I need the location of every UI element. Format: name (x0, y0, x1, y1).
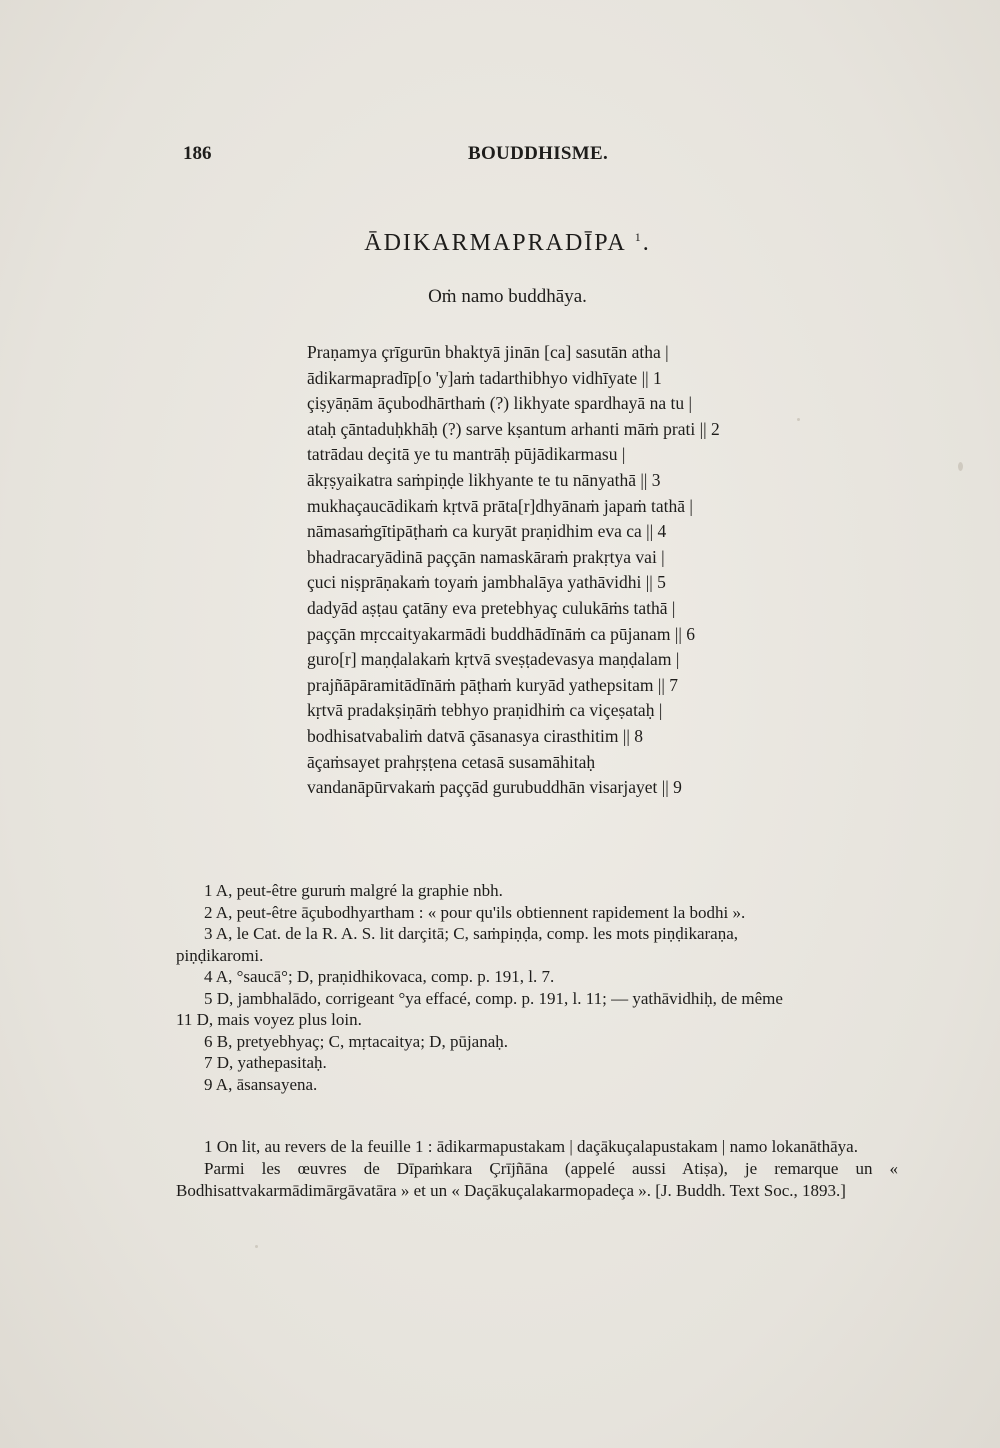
note-paragraph: 1 On lit, au revers de la feuille 1 : ādikarmapustakam | daçākuçalapustakam | namo lokanāthāya. (204, 1137, 858, 1156)
page-header (183, 143, 903, 173)
footnote-marker: 1 (634, 230, 643, 244)
verse-line: paççān mṛccaityakarmādi buddhādīnāṁ ca pūjanam || 6 (307, 623, 695, 644)
footnote-line: 1 A, peut-être guruṁ malgré la graphie nbh. (204, 881, 503, 900)
footnote-line: piṇḍikaromi. (176, 945, 264, 965)
footnote-line: 9 A, āsansayena. (204, 1074, 318, 1094)
verse-line: Praṇamya çrīgurūn bhaktyā jinān [ca] sasutān atha | (307, 342, 669, 362)
verse-block (307, 340, 787, 801)
verse-line: guro[r] maṇḍalakaṁ kṛtvā sveṣṭadevasya maṇḍalam | (307, 649, 680, 670)
paper-speck (255, 1245, 258, 1248)
footnote-line: 5 D, jambhalādo, corrigeant °ya effacé, comp. p. 191, l. 11; — yathāvidhiḥ, de même (204, 988, 783, 1008)
running-head: BOUDDHISME. (468, 143, 609, 164)
verse-line: ataḥ çāntaduḥkhāḥ (?) sarve kṣantum arhanti māṁ prati || 2 (307, 418, 720, 439)
verse-line: vandanāpūrvakaṁ paççād gurubuddhān visarjayet || 9 (307, 777, 682, 798)
verse-line: mukhaçaucādikaṁ kṛtvā prāta[r]dhyānaṁ japaṁ tathā | (307, 495, 693, 516)
page-number: 186 (183, 143, 212, 164)
verse-line: ādikarmapradīp[o 'y]aṁ tadarthibhyo vidhīyate || 1 (307, 367, 662, 388)
footnote-line: 6 B, pretyebhyaç; C, mṛtacaitya; D, pūjanaḥ. (204, 1031, 509, 1051)
footnote-line: 3 A, le Cat. de la R. A. S. lit darçitā; C, saṁpiṇḍa, comp. les mots piṇḍikaraṇa, (204, 924, 738, 943)
verse-line: prajñāpāramitādīnāṁ pāṭhaṁ kuryād yathepsitam || 7 (307, 674, 678, 695)
verse-line: āçaṁsayet prahṛṣṭena cetasā susamāhitaḥ (307, 751, 596, 772)
variant-footnotes (176, 880, 898, 1095)
paper-speck (797, 418, 800, 421)
title-footnote (176, 1136, 898, 1202)
footnote-line: 2 A, peut-être āçubodhyartham : « pour qu'ils obtiennent rapidement la bodhi ». (204, 902, 746, 922)
verse-line: dadyād aṣṭau çatāny eva pretebhyaç culukāṁs tathā | (307, 597, 676, 618)
verse-line: tatrādau deçitā ye tu mantrāḥ pūjādikarmasu | (307, 444, 626, 465)
footnote-line: 7 D, yathepasitaḥ. (204, 1053, 327, 1072)
section-title: ĀDIKARMAPRADĪPA $^1$. (364, 230, 651, 256)
verse-line: çuci niṣprāṇakaṁ toyaṁ jambhalāya yathāvidhi || 5 (307, 572, 666, 593)
footnote-line: 4 A, °saucā°; D, praṇidhikovaca, comp. p. 191, l. 7. (204, 967, 555, 986)
verse-line: çiṣyāṇām āçubodhārthaṁ (?) likhyate spardhayā na tu | (307, 393, 692, 414)
note-paragraph: Parmi les œuvres de Dīpaṁkara Çrījñāna (appelé aussi Atiṣa), je remarque un « Bodhisattvakarmādimārgāvatāra » et un « Daçākuçalakarmopadeça ». [J. Buddh. Text Soc., 1893.] (176, 1159, 898, 1200)
invocation-line: Oṁ namo buddhāya. (428, 286, 587, 307)
verse-line: kṛtvā pradakṣiṇāṁ tebhyo praṇidhiṁ ca viçeṣataḥ | (307, 700, 663, 721)
verse-line: nāmasaṁgītipāṭhaṁ ca kuryāt praṇidhim eva ca || 4 (307, 521, 667, 542)
paper-speck (958, 462, 963, 471)
section-title-text: ĀDIKARMAPRADĪPA (364, 230, 627, 256)
verse-line: bodhisatvabaliṁ datvā çāsanasya cirasthitim || 8 (307, 725, 644, 746)
verse-line: bhadracaryādinā paççān namaskāraṁ prakṛtya vai | (307, 546, 665, 567)
footnote-line: 11 D, mais voyez plus loin. (176, 1010, 362, 1029)
verse-line: ākṛṣyaikatra saṁpiṇḍe likhyante te tu nānyathā || 3 (307, 469, 661, 490)
